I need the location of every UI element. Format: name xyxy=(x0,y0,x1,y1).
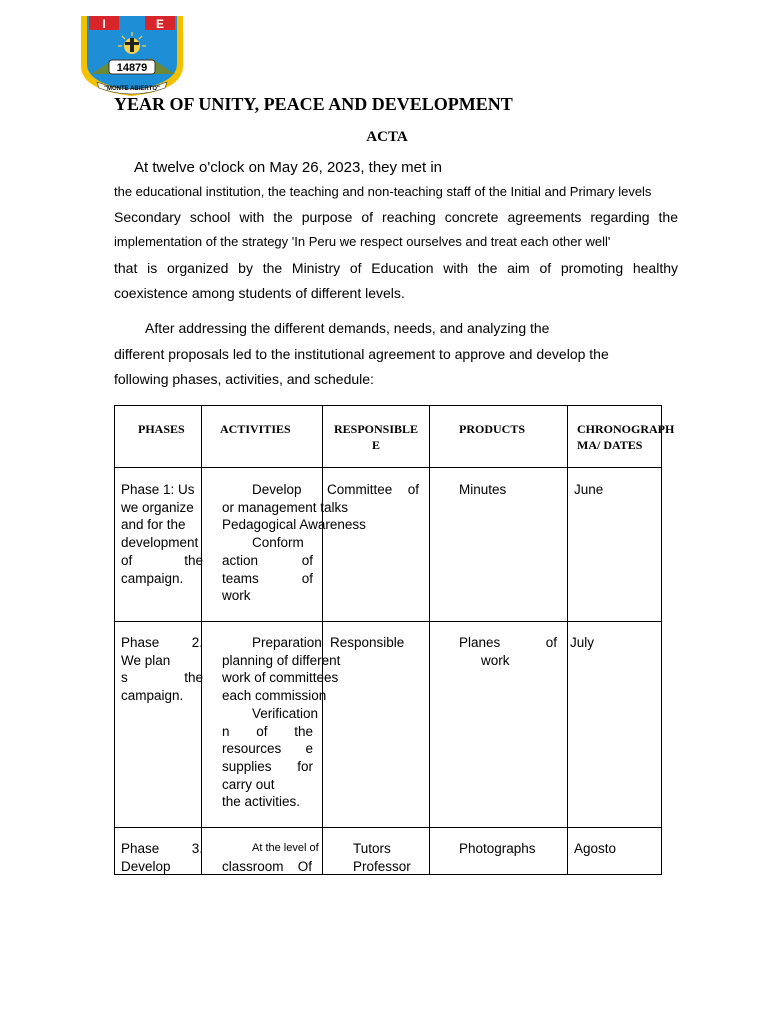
table-row-1-phase: Phase 1: Us we organize and for the development of the campaign. xyxy=(121,482,203,586)
para2-line-2: different proposals led to the institutional agreement to approve and develop the xyxy=(114,346,609,362)
table-row-3-phase: Phase 3. Develop xyxy=(121,841,203,874)
table-row-1-responsible: Committee of xyxy=(327,482,419,497)
intro-line-3: Secondary school with the purpose of reaching concrete agreements regarding the xyxy=(114,209,678,225)
header-activities: ACTIVITIES xyxy=(220,422,291,436)
schedule-table xyxy=(114,405,675,875)
header-products: PRODUCTS xyxy=(459,422,526,436)
table-row-2-date: July xyxy=(570,635,595,650)
table-row-3-activity: At the level of classroom Of xyxy=(222,842,319,874)
emblem-number: 14879 xyxy=(116,62,148,74)
intro-line-5: that is organized by the Ministry of Education with the aim of promoting healthy xyxy=(114,260,678,276)
intro-line-4: implementation of the strategy 'In Peru we respect ourselves and treat each other well' xyxy=(114,234,611,249)
header-chronograph: CHRONOGRAPH MA/ DATES xyxy=(577,422,675,452)
table-row-3-product: Photographs xyxy=(459,841,536,856)
table-row-2-responsible: Responsible xyxy=(330,635,405,650)
table-row-3-responsible: Tutors Professor xyxy=(353,841,411,874)
para2-line-3: following phases, activities, and schedule: xyxy=(114,371,374,387)
table-row-3-date: Agosto xyxy=(574,841,617,856)
table-row-1-product: Minutes xyxy=(459,482,507,497)
intro-line-1: At twelve o'clock on May 26, 2023, they met in xyxy=(134,159,443,176)
school-emblem xyxy=(79,16,185,96)
intro-line-2: the educational institution, the teaching and non-teaching staff of the Initial and Primary levels xyxy=(114,184,652,199)
emblem-letter-e: E xyxy=(155,17,165,31)
header-responsible: RESPONSIBLE E xyxy=(333,422,419,452)
table-row-2-phase: Phase 2. We plan s the campaign. xyxy=(121,635,203,704)
intro-line-6: coexistence among students of different levels. xyxy=(114,285,405,301)
table-row-2-product: Planes of work xyxy=(459,635,557,668)
header-phases: PHASES xyxy=(138,422,185,436)
document-title: ACTA xyxy=(366,129,408,145)
year-heading: YEAR OF UNITY, PEACE AND DEVELOPMENT xyxy=(114,94,513,114)
emblem-motto: "MONTE ABIERTO" xyxy=(104,86,160,92)
table-row-1-activity: Develop or management talks Pedagogical Awareness Conform action of teams of work xyxy=(222,482,366,604)
table-row-2-activity: Preparation planning of different work of committees each commission Verification n of the resources e supplies for carry out the activities. xyxy=(222,635,341,810)
para2-line-1: After addressing the different demands, needs, and analyzing the xyxy=(145,320,550,336)
emblem-letter-i: I xyxy=(102,17,106,31)
table-row-1-date: June xyxy=(574,482,604,497)
